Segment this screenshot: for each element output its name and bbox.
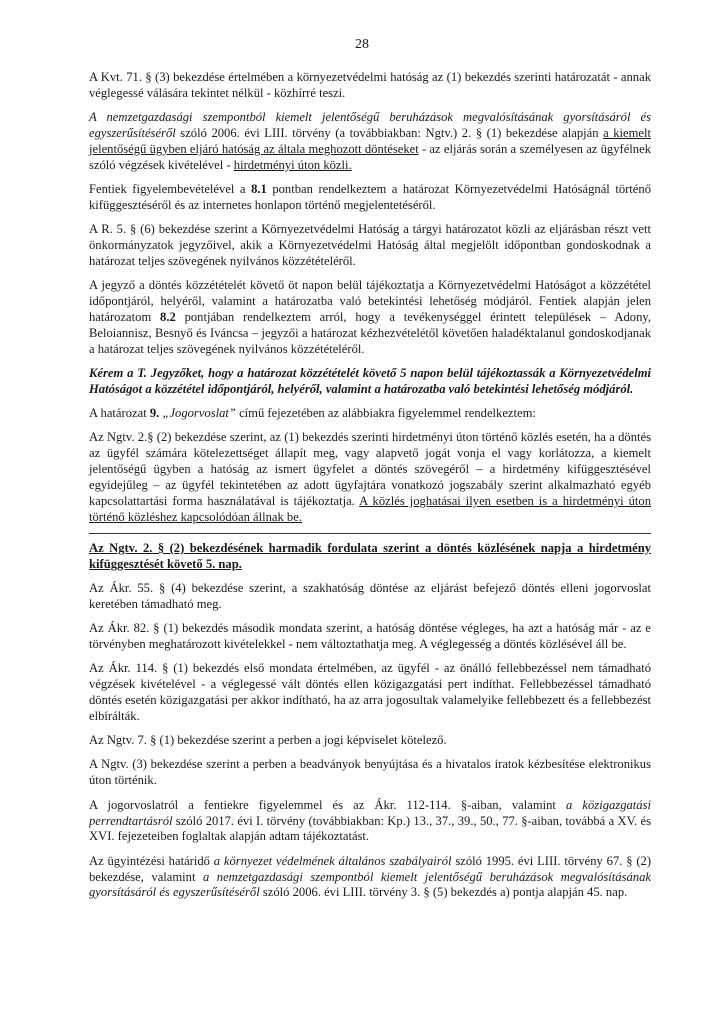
text-run: szóló 2006. évi LIII. törvény 3. § (5) bekezdés a) pontja alapján 45. nap. [259,885,628,900]
paragraph-deadline [89,854,651,902]
bold-point-ref: 9. [149,406,160,421]
law-title-italic: A nemzetgazdasági szempontból kiemelt jelentőségű beruházások megvalósításának gyorsításáról és egyszerűsítéséről [89,110,651,141]
paragraph-ngtv-intro [89,110,651,174]
text-run: A jogorvoslatról a fentiekre figyelemmel és az Ákr. 112-114. §-aiban, valamint [89,797,567,812]
paragraph-jegyzo [89,278,651,358]
text-run: A jegyző a döntés közzétételét követő öt napon belül tájékoztatja a Környezetvédelmi Hatóságot a közzététel időpontjáról, helyéről, valamint a határozatba való betekintési lehetőség módjáról. Fentiek alapján jelen határozatom [89,278,651,324]
document-body [89,70,651,910]
law-title-italic: a közigazgatási perrendtartásról [89,797,651,828]
underlined-text: A közlés joghatásai ilyen esetben is a hirdetményi úton történő közléshez kapcsolódóan állnak be. [89,493,652,524]
paragraph-point-8-1 [89,182,651,214]
paragraph-ngtv-3: A Ngtv. (3) bekezdése szerint a perben a beadványok benyújtása és a hivatalos iratok kézbesítése elektronikus úton történik. [89,757,651,788]
text-run: Az ügyintézési határidő [89,853,214,868]
bold-point-ref: 8.1 [251,182,267,197]
text-run: - az eljárás során a személyesen az ügyfélnek szóló végzések kivételével - [89,141,651,172]
text-run: szóló 1995. évi LIII. törvény 67. § (2) bekezdése, valamint [89,853,652,884]
paragraph-jogorvoslat-intro [89,406,651,422]
underlined-text: hirdetményi úton közli. [233,157,352,172]
text-run: Fentiek figyelembevételével a [89,182,252,197]
text-run: szóló 2006. évi LIII. törvény (a továbbiakban: Ngtv.) 2. § (1) bekezdése alapján [175,126,604,141]
text-run: pontban rendelkeztem a határozat Környezetvédelmi Hatóságnál történő kifüggesztéséről és az internetes honlapon történő megjelentetéséről. [89,182,651,212]
paragraph-request-notaries: Kérem a T. Jegyzőket, hogy a határozat közzétételét követő 5 napon belül tájékoztassák a Környezetvédelmi Hatóságot a közzététel időpontjáról, helyéről, valamint a határozatba való betekintési lehetőség módjáról. [89,365,651,396]
page-number: 28 [355,37,369,52]
paragraph-r-5: A R. 5. § (6) bekezdése szerint a Környezetvédelmi Hatóság a tárgyi határozatot közli az eljárásban részt vett önkormányzatok jegyzőivel, akik a Környezetvédelmi Hatóság által megjelölt időpontban gondoskodnak a határozat teljes szövegének nyilvános közzétételéről. [89,222,651,268]
paragraph-akr-114: Az Ákr. 114. § (1) bekezdés első mondata értelmében, az ügyfél - az önálló fellebbezéssel nem támadható végzések kivételével - a véglegessé vált döntés ellen közigazgatási pert indíthat. Fellebbezéssel támadható döntés esetén közigazgatási per akkor indítható, ha az arra jogosultak valamelyike fellebbezett és a fellebbezést elbírálták. [89,661,651,724]
paragraph-ngtv-2-2 [89,430,651,525]
text-run: című fejezetében az alábbiakra figyelemmel rendelkeztem: [235,406,536,421]
law-title-italic: a nemzetgazdasági szempontból kiemelt jelentőségű beruházások megvalósításának gyorsításáról és egyszerűsítéséről [89,869,651,900]
text-run: Az Ngtv. 2.§ (2) bekezdése szerint, az (1) bekezdés szerinti hirdetményi úton történő közlés esetén, ha a döntés az ügyfél számára kötelezettséget állapít meg, vagy alapvető jogát vonja el vagy korlátozza, a kiemelt jelentőségű ügyben a hatóság az ismert ügyfelet a döntés szövegéről – a hirdetmény kifüggesztésével egyidejűleg – az ügyfél tekintetében az adott ügyfajtára vonatkozó jogszabály szerint alkalmazható egyéb kapcsolattartási forma használatával is tájékoztatja. [89,430,651,508]
paragraph-delivery-date: Az Ngtv. 2. § (2) bekezdésének harmadik fordulata szerint a döntés közlésének napja a hirdetmény kifüggesztését követő 5. nap. [89,541,651,571]
paragraph-akr-82: Az Ákr. 82. § (1) bekezdés második mondata szerint, a hatóság döntése végleges, ha azt a hatóság már - az e törvényben meghatározott kivételekkel - nem változtathatja meg. A véglegesség a döntés közlésével áll be. [89,621,651,652]
law-title-italic: a környezet védelmének általános szabályairól [213,853,452,868]
paragraph-kvt-71: A Kvt. 71. § (3) bekezdése értelmében a környezetvédelmi hatóság az (1) bekezdés szerinti határozatát - annak véglegessé válására tekintet nélkül - közhírré teszi. [89,70,651,100]
text-run: szóló 2017. évi I. törvény (továbbiakban: Kp.) 13., 37., 39., 50., 77. §-aiban, továbbá a XV. és XVI. fejezeteiben foglaltak alapján adtam tájékoztatást. [89,813,651,844]
paragraph-ngtv-7: Az Ngtv. 7. § (1) bekezdése szerint a perben a jogi képviselet kötelező. [89,733,447,748]
chapter-title-italic: „Jogorvoslat” [159,406,236,421]
bold-point-ref: 8.2 [160,309,176,324]
underlined-text: a kiemelt jelentőségű ügyben eljáró hatóság az általa meghozott döntéseket [89,126,651,156]
text-run: pontjában rendelkeztem arról, hogy a tevékenységgel érintett települések – Adony, Beloiannisz, Besnyő és Iváncsa – jegyzői a határozat kézhezvételétől követően haladéktalanul gondoskodjanak a határozat teljes szövegének nyilvános közzétételéről. [89,309,652,356]
horizontal-rule [89,533,651,534]
paragraph-jogorvoslat-info [89,798,651,846]
paragraph-akr-55: Az Ákr. 55. § (4) bekezdése szerint, a szakhatóság döntése az eljárást befejező döntés elleni jogorvoslat keretében támadható meg. [89,581,651,612]
text-run: A határozat [89,406,150,421]
